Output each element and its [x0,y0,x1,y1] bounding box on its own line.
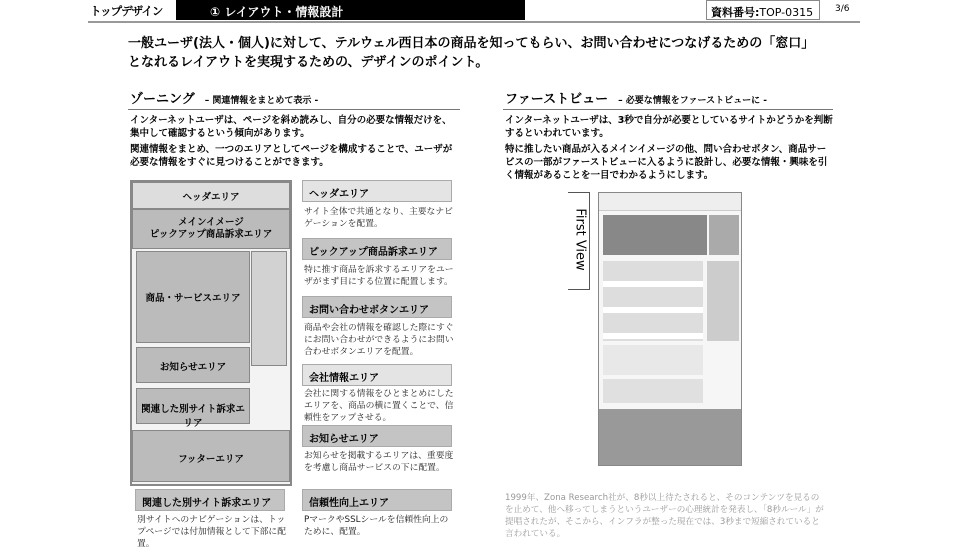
section-label: トップデザイン [90,4,163,18]
site-screenshot [598,192,742,466]
area-desc: 別サイトへのナビゲーションは、トップページでは付加情報として下部に配置。 [137,515,287,549]
lead-text: 一般ユーザ(法人・個人)に対して、テルウェル西日本の商品を知ってもらい、お問い合わせにつなげるための「窓口」となれるレイアウトを実現するための、デザインのポイント。 [128,36,808,70]
area-desc: 特に推す商品を訴求するエリアをユーザがまず目にする位置に配置します。 [304,265,454,287]
firstview-vertical-label: First View [572,208,588,271]
zoning-wireframe [130,180,292,486]
area-desc: PマークやSSLシールを信頼性向上のために、配置。 [304,515,449,537]
area-desc: お知らせを掲載するエリアは、重要度を考慮し商品サービスの下に配置。 [304,451,454,473]
zoning-body [130,114,460,172]
document-number [706,0,820,20]
area-desc: 会社に関する情報をひとまとめにしたエリアを、商品の横に置くことで、信頼性をアップさせる。 [304,389,454,423]
slide-title: ① レイアウト・情報設計 [176,0,525,20]
firstview-subtitle: – 必要な情報をファーストビューに - [618,96,767,106]
area-label: 関連した別サイト訴求エリア [135,489,285,511]
firstview-title [505,88,767,107]
zoning-subtitle: – 関連情報をまとめて表示 - [204,96,319,106]
zoning-paragraph: インターネットユーザは、ページを斜め読みし、自分の必要な情報だけを、集中して確認するという傾向があります。 [130,115,452,139]
doc-label: 資料番号: [711,6,760,19]
firstview-paragraph: インターネットユーザは、3秒で自分が必要としているサイトかどうかを判断するといわれています。 [505,115,833,139]
zone-news: お知らせエリア [136,347,250,383]
zoning-paragraph: 関連情報をまとめ、一つのエリアとしてページを構成することで、ユーザが必要な情報をすぐに見つけることができます。 [130,144,453,168]
area-label: お問い合わせボタンエリア [302,296,452,318]
firstview-divider [503,109,833,110]
area-label: 会社情報エリア [302,364,452,386]
zone-main-image: メインイメージ ピックアップ商品訴求エリア [132,209,290,249]
area-label: ピックアップ商品訴求エリア [302,238,452,260]
zone-products: 商品・サービスエリア [136,251,250,343]
area-label: お知らせエリア [302,425,452,447]
zone-company-info [251,251,287,366]
zoning-heading: ゾーニング [130,92,195,107]
firstview-body [505,114,835,185]
area-desc: サイト全体で共通となり、主要なナビゲーションを配置。 [304,207,453,229]
area-label: 信頼性向上エリア [302,489,452,511]
firstview-paragraph: 特に推したい商品が入るメインイメージの他、問い合わせボタン、商品サービスの一部がファーストビューに入るように設計し、必要な情報・興味を引く情報があることを一目でわかるようにします。 [505,144,828,181]
zoning-divider [128,109,460,110]
firstview-heading: ファーストビュー [505,92,609,107]
zone-header: ヘッダエリア [132,182,290,209]
header-divider [88,21,860,23]
area-desc: 商品や会社の情報を確認した際にすぐにお問い合わせができるようにお問い合わせボタンエリアを配置。 [304,323,454,357]
zone-related-sites: 関連した別サイト訴求エリア [136,388,250,424]
doc-number: TOP-0315 [759,6,814,19]
page-number: 3/6 [835,4,850,14]
zone-footer: フッターエリア [132,430,290,482]
zoning-title [130,88,318,107]
area-label: ヘッダエリア [302,180,452,202]
footnote: 1999年、Zona Research社が、8秒以上待たされると、そのコンテンツを見るのを止めて、他へ移ってしまうというユーザーの心理統計を発表し、「8秒ルール」が提唱されたが、そこから、インフラが整った現在では、3秒まで短縮されていると言われている。 [505,493,824,539]
